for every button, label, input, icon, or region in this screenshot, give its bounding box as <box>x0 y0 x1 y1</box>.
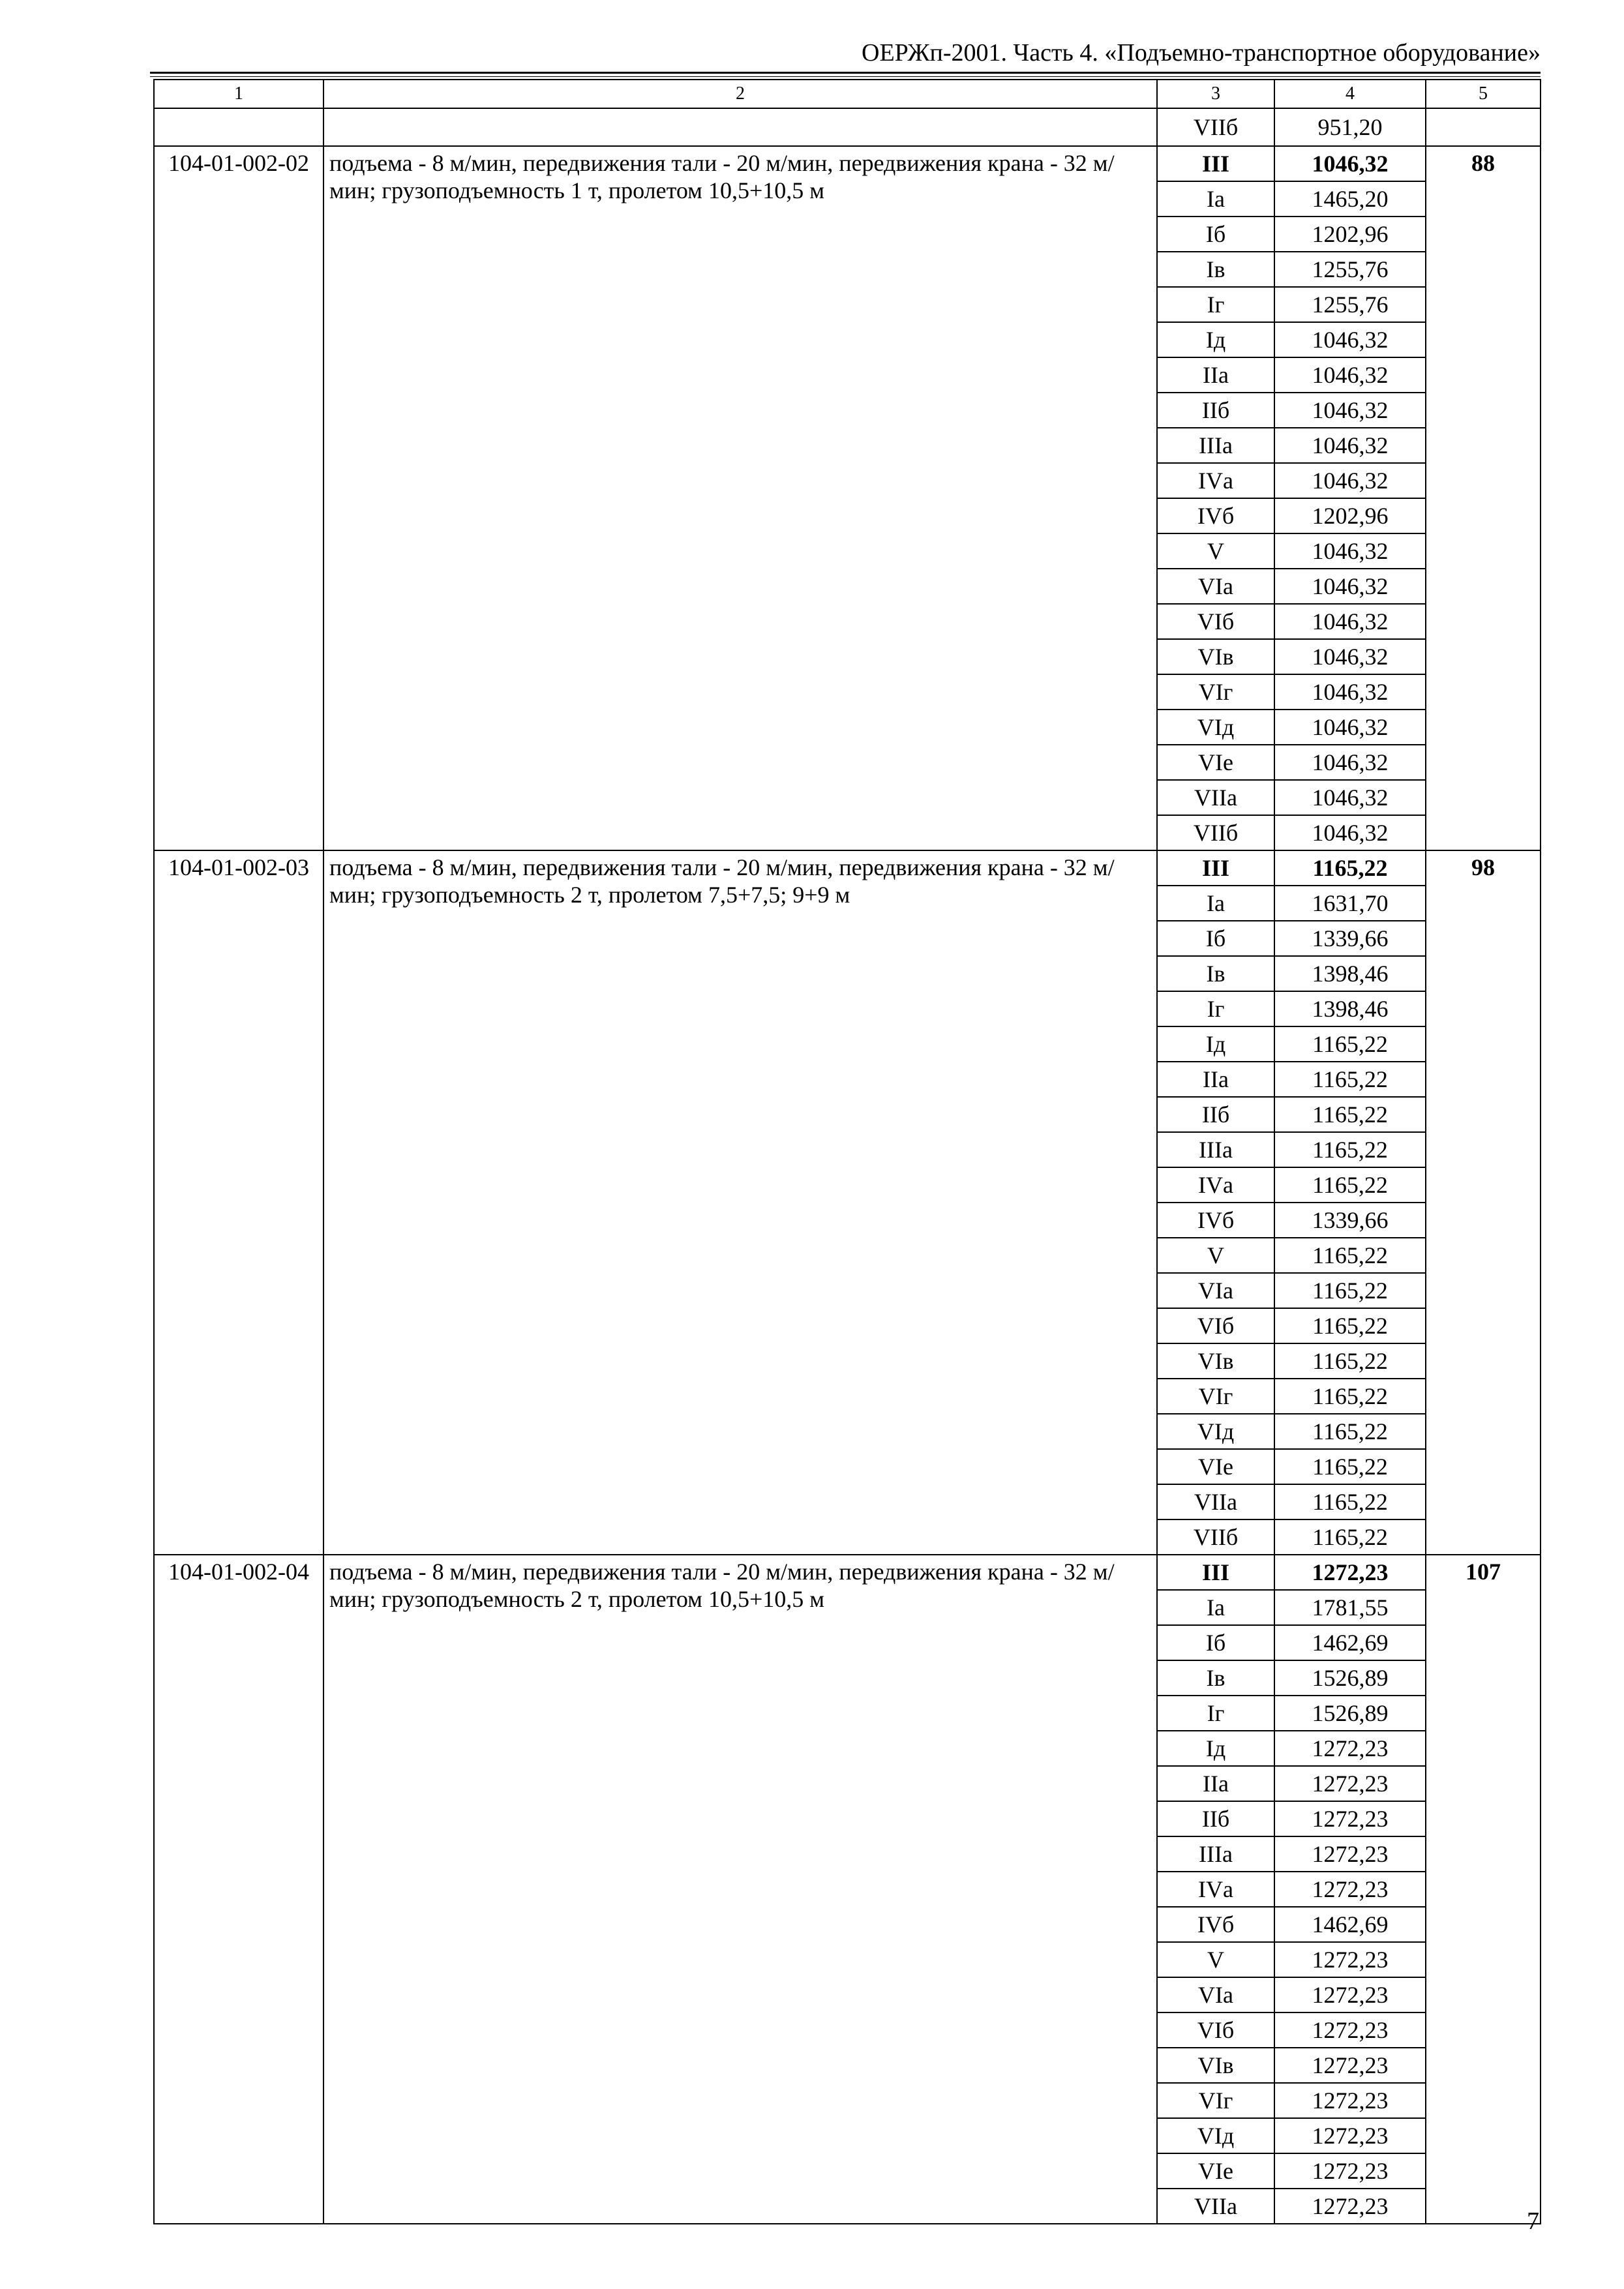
price-cell: 1165,22 <box>1274 1167 1426 1203</box>
price-cell: 1272,23 <box>1274 1555 1426 1590</box>
price-cell: 1398,46 <box>1274 956 1426 991</box>
price-cell: 1462,69 <box>1274 1625 1426 1660</box>
zone-cell: Iб <box>1157 217 1274 252</box>
zone-cell: IIб <box>1157 1801 1274 1836</box>
price-cell: 1046,32 <box>1274 710 1426 745</box>
column-number: 3 <box>1157 80 1274 108</box>
column-number: 5 <box>1426 80 1541 108</box>
price-cell: 1165,22 <box>1274 1414 1426 1449</box>
zone-cell: Iа <box>1157 181 1274 217</box>
price-cell: 1202,96 <box>1274 498 1426 533</box>
zone-cell: VIв <box>1157 639 1274 674</box>
zone-cell: V <box>1157 1238 1274 1273</box>
price-cell: 1272,23 <box>1274 2153 1426 2189</box>
col5-cell: 98 <box>1426 850 1541 1555</box>
zone-cell: III <box>1157 146 1274 181</box>
price-cell: 1272,23 <box>1274 2012 1426 2048</box>
col5-cell: 107 <box>1426 1555 1541 2224</box>
price-cell: 1526,89 <box>1274 1696 1426 1731</box>
zone-cell: Iа <box>1157 1590 1274 1625</box>
description-cell <box>323 108 1157 146</box>
price-cell: 1165,22 <box>1274 1062 1426 1097</box>
zone-cell: VIе <box>1157 1449 1274 1484</box>
zone-cell: VIв <box>1157 1343 1274 1379</box>
zone-cell: VIIб <box>1157 1519 1274 1555</box>
price-cell: 1046,32 <box>1274 674 1426 710</box>
price-cell: 1339,66 <box>1274 1203 1426 1238</box>
price-cell: 1165,22 <box>1274 1273 1426 1308</box>
price-cell: 1526,89 <box>1274 1660 1426 1696</box>
zone-cell: IIIа <box>1157 1132 1274 1167</box>
header-rule-thin <box>150 76 1541 77</box>
column-number: 4 <box>1274 80 1426 108</box>
col5-cell <box>1426 108 1541 146</box>
column-number: 2 <box>323 80 1157 108</box>
zone-cell: IIа <box>1157 357 1274 393</box>
zone-cell: VIд <box>1157 2118 1274 2153</box>
price-cell: 1272,23 <box>1274 1801 1426 1836</box>
price-cell: 1165,22 <box>1274 1308 1426 1343</box>
column-number-row <box>154 80 1541 108</box>
description-cell: подъема - 8 м/мин, передвижения тали - 20 м/мин, передвижения крана - 32 м/мин; грузоподъемность 1 т, пролетом 10,5+10,5 м <box>323 146 1157 850</box>
zone-cell: IIа <box>1157 1766 1274 1801</box>
page-number: 7 <box>1527 2207 1539 2235</box>
column-number: 1 <box>154 80 323 108</box>
zone-cell: Iг <box>1157 991 1274 1026</box>
zone-cell: III <box>1157 1555 1274 1590</box>
zone-cell: IIб <box>1157 393 1274 428</box>
zone-cell: Iб <box>1157 1625 1274 1660</box>
price-cell: 951,20 <box>1274 108 1426 146</box>
price-cell: 1272,23 <box>1274 2118 1426 2153</box>
table-row <box>154 146 1541 181</box>
price-cell: 1465,20 <box>1274 181 1426 217</box>
price-cell: 1165,22 <box>1274 1484 1426 1519</box>
price-cell: 1165,22 <box>1274 1519 1426 1555</box>
zone-cell: VIIб <box>1157 815 1274 850</box>
price-cell: 1462,69 <box>1274 1907 1426 1942</box>
zone-cell: Iа <box>1157 886 1274 921</box>
zone-cell: IVа <box>1157 463 1274 498</box>
description-cell: подъема - 8 м/мин, передвижения тали - 20 м/мин, передвижения крана - 32 м/мин; грузоподъемность 2 т, пролетом 10,5+10,5 м <box>323 1555 1157 2224</box>
zone-cell: IIб <box>1157 1097 1274 1132</box>
price-cell: 1046,32 <box>1274 780 1426 815</box>
price-cell: 1046,32 <box>1274 604 1426 639</box>
zone-cell: VIIб <box>1157 108 1274 146</box>
price-cell: 1272,23 <box>1274 2189 1426 2224</box>
price-cell: 1046,32 <box>1274 745 1426 780</box>
price-cell: 1046,32 <box>1274 393 1426 428</box>
zone-cell: Iг <box>1157 287 1274 322</box>
zone-cell: VIг <box>1157 674 1274 710</box>
zone-cell: VIб <box>1157 2012 1274 2048</box>
table-row <box>154 108 1541 146</box>
zone-cell: VIа <box>1157 1273 1274 1308</box>
price-cell: 1046,32 <box>1274 639 1426 674</box>
zone-cell: VIе <box>1157 2153 1274 2189</box>
zone-cell: IIIа <box>1157 428 1274 463</box>
code-cell: 104-01-002-04 <box>154 1555 323 2224</box>
zone-cell: IVб <box>1157 1907 1274 1942</box>
price-cell: 1046,32 <box>1274 428 1426 463</box>
price-table-body <box>154 80 1541 2224</box>
zone-cell: IIа <box>1157 1062 1274 1097</box>
zone-cell: IVа <box>1157 1167 1274 1203</box>
zone-cell: VIб <box>1157 1308 1274 1343</box>
zone-cell: VIе <box>1157 745 1274 780</box>
zone-cell: IVа <box>1157 1872 1274 1907</box>
zone-cell: IVб <box>1157 498 1274 533</box>
price-cell: 1165,22 <box>1274 1097 1426 1132</box>
price-cell: 1272,23 <box>1274 1836 1426 1872</box>
zone-cell: VIIа <box>1157 2189 1274 2224</box>
zone-cell: Iд <box>1157 1026 1274 1062</box>
code-cell: 104-01-002-03 <box>154 850 323 1555</box>
zone-cell: VIIа <box>1157 1484 1274 1519</box>
code-cell: 104-01-002-02 <box>154 146 323 850</box>
price-cell: 1165,22 <box>1274 1343 1426 1379</box>
zone-cell: Iд <box>1157 322 1274 357</box>
zone-cell: III <box>1157 850 1274 886</box>
zone-cell: VIб <box>1157 604 1274 639</box>
header-rule <box>150 72 1541 74</box>
zone-cell: VIа <box>1157 569 1274 604</box>
zone-cell: VIд <box>1157 710 1274 745</box>
zone-cell: Iв <box>1157 1660 1274 1696</box>
zone-cell: Iб <box>1157 921 1274 956</box>
table-row <box>154 1555 1541 1590</box>
price-cell: 1165,22 <box>1274 1132 1426 1167</box>
page-header: ОЕРЖп-2001. Часть 4. «Подъемно-транспортное оборудование» <box>862 39 1541 67</box>
price-cell: 1165,22 <box>1274 1449 1426 1484</box>
price-cell: 1165,22 <box>1274 1379 1426 1414</box>
price-cell: 1272,23 <box>1274 1977 1426 2012</box>
price-cell: 1046,32 <box>1274 322 1426 357</box>
price-cell: 1255,76 <box>1274 287 1426 322</box>
zone-cell: V <box>1157 1942 1274 1977</box>
price-cell: 1046,32 <box>1274 357 1426 393</box>
code-cell <box>154 108 323 146</box>
price-cell: 1631,70 <box>1274 886 1426 921</box>
price-cell: 1272,23 <box>1274 1731 1426 1766</box>
zone-cell: IVб <box>1157 1203 1274 1238</box>
price-cell: 1781,55 <box>1274 1590 1426 1625</box>
zone-cell: Iд <box>1157 1731 1274 1766</box>
price-cell: 1272,23 <box>1274 1872 1426 1907</box>
price-cell: 1165,22 <box>1274 1026 1426 1062</box>
price-cell: 1165,22 <box>1274 850 1426 886</box>
price-cell: 1046,32 <box>1274 815 1426 850</box>
price-cell: 1202,96 <box>1274 217 1426 252</box>
zone-cell: VIв <box>1157 2048 1274 2083</box>
zone-cell: VIг <box>1157 2083 1274 2118</box>
zone-cell: VIд <box>1157 1414 1274 1449</box>
price-cell: 1255,76 <box>1274 252 1426 287</box>
col5-cell: 88 <box>1426 146 1541 850</box>
zone-cell: V <box>1157 533 1274 569</box>
zone-cell: VIIа <box>1157 780 1274 815</box>
zone-cell: Iв <box>1157 956 1274 991</box>
price-cell: 1398,46 <box>1274 991 1426 1026</box>
price-cell: 1272,23 <box>1274 1766 1426 1801</box>
price-cell: 1046,32 <box>1274 463 1426 498</box>
price-cell: 1046,32 <box>1274 533 1426 569</box>
price-table <box>153 79 1541 2224</box>
price-cell: 1272,23 <box>1274 2048 1426 2083</box>
price-cell: 1165,22 <box>1274 1238 1426 1273</box>
zone-cell: Iг <box>1157 1696 1274 1731</box>
zone-cell: Iв <box>1157 252 1274 287</box>
zone-cell: IIIа <box>1157 1836 1274 1872</box>
price-cell: 1046,32 <box>1274 146 1426 181</box>
price-cell: 1272,23 <box>1274 2083 1426 2118</box>
price-cell: 1339,66 <box>1274 921 1426 956</box>
price-cell: 1046,32 <box>1274 569 1426 604</box>
price-cell: 1272,23 <box>1274 1942 1426 1977</box>
description-cell: подъема - 8 м/мин, передвижения тали - 20 м/мин, передвижения крана - 32 м/мин; грузоподъемность 2 т, пролетом 7,5+7,5; 9+9 м <box>323 850 1157 1555</box>
zone-cell: VIа <box>1157 1977 1274 2012</box>
table-row <box>154 850 1541 886</box>
zone-cell: VIг <box>1157 1379 1274 1414</box>
